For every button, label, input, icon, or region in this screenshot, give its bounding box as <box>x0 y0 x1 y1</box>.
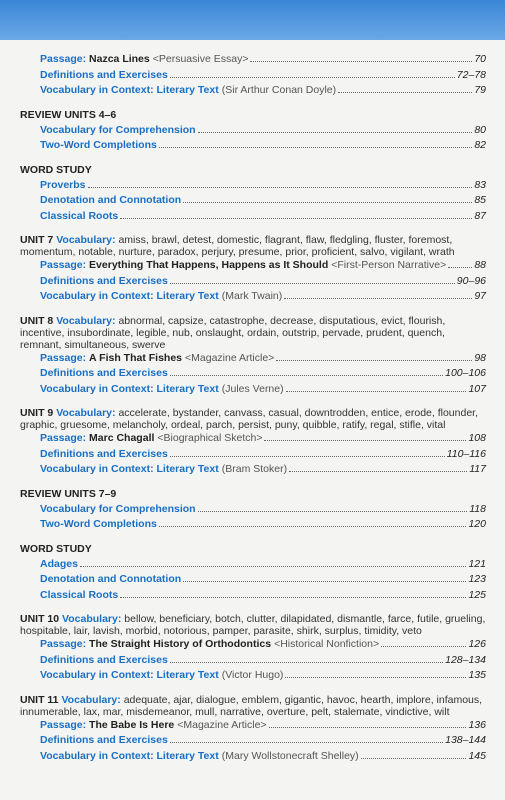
unit-vocabulary <box>20 694 486 718</box>
entry-link[interactable]: Two-Word Completions <box>40 139 157 151</box>
entry-link[interactable]: Two-Word Completions <box>40 518 157 530</box>
entry-link[interactable]: Vocabulary in Context: Literary Text <box>40 463 219 475</box>
toc-entry[interactable] <box>20 274 486 290</box>
unit-heading: UNIT 8 <box>20 314 54 327</box>
toc-section <box>20 407 486 478</box>
dot-leader <box>120 597 466 598</box>
page-number: 87 <box>474 209 486 222</box>
entry-link[interactable]: Vocabulary in Context: Literary Text <box>40 669 219 681</box>
toc-entry[interactable] <box>20 83 486 99</box>
page-number: 136 <box>468 718 486 731</box>
entry-link[interactable]: Vocabulary for Comprehension <box>40 502 196 515</box>
toc-entry[interactable] <box>20 572 486 588</box>
unit-heading: UNIT 9 <box>20 407 54 419</box>
entry-link[interactable]: Classical Roots <box>40 209 119 222</box>
dot-leader <box>338 92 472 93</box>
page-number: 98 <box>474 351 486 364</box>
dot-leader <box>170 283 455 284</box>
toc-section <box>20 694 486 765</box>
toc-section <box>20 52 486 99</box>
entry-link[interactable]: Vocabulary in Context: Literary Text <box>40 749 219 762</box>
toc-entry[interactable] <box>20 68 486 84</box>
entry-subtitle: (Mark Twain) <box>221 290 283 302</box>
dot-leader <box>159 147 472 148</box>
table-of-contents <box>20 52 486 764</box>
page-number: 79 <box>474 84 486 96</box>
page-number: 85 <box>474 194 486 206</box>
toc-entry[interactable] <box>20 502 486 518</box>
toc-entry[interactable] <box>20 517 486 533</box>
toc-entry[interactable] <box>20 351 486 367</box>
dot-leader <box>284 298 472 299</box>
dot-leader <box>170 662 443 663</box>
dot-leader <box>285 677 466 678</box>
toc-entry[interactable] <box>20 653 486 669</box>
dot-leader <box>250 61 472 62</box>
page-number: 121 <box>468 557 486 570</box>
page-number: 72–78 <box>456 68 486 81</box>
entry-link[interactable]: Definitions and Exercises <box>40 734 168 746</box>
page-number: 123 <box>468 573 486 585</box>
entry-link[interactable]: Denotation and Connotation <box>40 573 182 585</box>
entry-subtitle: <Historical Nonfiction> <box>274 638 380 650</box>
dot-leader <box>361 758 467 759</box>
entry-subtitle: <Biographical Sketch> <box>157 432 263 444</box>
entry-label: Passage: <box>40 259 87 271</box>
toc-entry[interactable] <box>20 749 486 765</box>
vocabulary-label: Vocabulary: <box>62 613 122 625</box>
entry-subtitle: <Persuasive Essay> <box>152 53 249 65</box>
vocabulary-words: adequate, ajar, dialogue, emblem, gigantic, havoc, hearth, implore, infamous, innumerable, lax, mar, misdemeanor, mull, narrative, overture, pelt, stalemate, vindictive, wilt <box>20 693 483 718</box>
dot-leader <box>183 581 466 582</box>
dot-leader <box>88 187 473 188</box>
page-number: 82 <box>474 139 486 151</box>
vocabulary-label: Vocabulary: <box>56 234 116 246</box>
entry-subtitle: (Jules Verne) <box>221 382 284 395</box>
dot-leader <box>170 77 455 78</box>
toc-entry[interactable] <box>20 668 486 684</box>
dot-leader <box>286 391 467 392</box>
page-number: 118 <box>469 502 486 515</box>
entry-link[interactable]: Definitions and Exercises <box>40 274 168 287</box>
entry-label: Passage: <box>40 638 87 650</box>
page-number: 90–96 <box>456 274 486 287</box>
dot-leader <box>170 456 445 457</box>
dot-leader <box>170 375 443 376</box>
section-heading: WORD STUDY <box>20 542 92 555</box>
unit-vocabulary <box>20 315 486 351</box>
dot-leader <box>159 526 467 527</box>
toc-entry[interactable] <box>20 637 486 653</box>
entry-link[interactable]: Definitions and Exercises <box>40 367 168 379</box>
unit-heading: UNIT 10 <box>20 613 60 625</box>
page-number: 135 <box>468 669 486 681</box>
vocabulary-words: abnormal, capsize, catastrophe, decrease, disputatious, evict, flourish, incentive, insubordinate, legible, nub, onslaught, ordain, outstrip, pervade, prudent, quench, remnant, simultaneous, swerve <box>20 314 446 351</box>
entry-title: The Babe Is Here <box>89 718 175 731</box>
dot-leader <box>289 471 467 472</box>
page-number: 120 <box>468 518 486 530</box>
unit-vocabulary <box>20 613 486 637</box>
toc-section <box>20 234 486 305</box>
entry-link[interactable]: Definitions and Exercises <box>40 68 168 81</box>
page-number: 100–106 <box>445 367 486 379</box>
entry-link[interactable]: Vocabulary in Context: Literary Text <box>40 290 219 302</box>
entry-link[interactable]: Adages <box>40 557 78 570</box>
toc-entry[interactable] <box>20 718 486 734</box>
toc-entry[interactable] <box>20 123 486 139</box>
section-heading: REVIEW UNITS 7–9 <box>20 487 117 500</box>
entry-label: Passage: <box>40 432 87 444</box>
page-number: 145 <box>468 749 486 762</box>
page-number: 97 <box>474 290 486 302</box>
page-number: 125 <box>468 588 486 601</box>
entry-title: The Straight History of Orthodontics <box>89 638 272 650</box>
dot-leader <box>183 202 472 203</box>
entry-label: Passage: <box>40 53 87 65</box>
toc-entry[interactable] <box>20 462 486 478</box>
entry-label: Passage: <box>40 718 87 731</box>
entry-title: Everything That Happens, Happens as It Should <box>89 259 329 271</box>
toc-section <box>20 315 486 398</box>
toc-entry[interactable] <box>20 431 486 447</box>
entry-link[interactable]: Vocabulary in Context: Literary Text <box>40 84 219 96</box>
entry-subtitle: (Mary Wollstonecraft Shelley) <box>221 749 359 762</box>
page-number: 83 <box>474 178 486 191</box>
entry-link[interactable]: Classical Roots <box>40 588 119 601</box>
entry-link[interactable]: Definitions and Exercises <box>40 447 168 460</box>
unit-heading: UNIT 11 <box>20 693 59 706</box>
vocabulary-words: bellow, beneficiary, botch, clutter, dilapidated, dismantle, farce, futile, grueling, hospitable, lair, lavish, morbid, notorious, pamper, parasite, shirk, surplus, timidity, veto <box>20 613 486 637</box>
toc-section <box>20 163 486 225</box>
entry-label: Passage: <box>40 351 87 364</box>
entry-subtitle: (Bram Stoker) <box>221 463 288 475</box>
entry-title: A Fish That Fishes <box>89 351 183 364</box>
dot-leader <box>80 566 467 567</box>
entry-subtitle: (Victor Hugo) <box>221 669 284 681</box>
toc-entry[interactable] <box>20 138 486 154</box>
dot-leader <box>120 218 472 219</box>
toc-section <box>20 613 486 684</box>
dot-leader <box>276 360 472 361</box>
vocabulary-label: Vocabulary: <box>61 693 121 706</box>
toc-entry[interactable] <box>20 733 486 749</box>
dot-leader <box>269 727 467 728</box>
toc-section <box>20 108 486 154</box>
toc-entry[interactable] <box>20 557 486 573</box>
toc-entry[interactable] <box>20 289 486 305</box>
entry-title: Nazca Lines <box>89 53 150 65</box>
page-number: 70 <box>474 53 486 65</box>
dot-leader <box>198 132 473 133</box>
dot-leader <box>448 267 472 268</box>
vocabulary-words: amiss, brawl, detest, domestic, flagrant, flaw, fledgling, fluster, foremost, momentum, notable, nurture, paradox, perjury, presume, prior, proficient, salvo, vigilant, wrath <box>20 234 455 258</box>
dot-leader <box>381 646 466 647</box>
toc-entry[interactable] <box>20 366 486 382</box>
entry-subtitle: <First-Person Narrative> <box>331 259 447 271</box>
page-number: 80 <box>474 123 486 136</box>
entry-subtitle: <Magazine Article> <box>177 718 267 731</box>
entry-link[interactable]: Vocabulary in Context: Literary Text <box>40 382 219 395</box>
unit-vocabulary <box>20 407 486 431</box>
toc-entry[interactable] <box>20 178 486 194</box>
toc-entry[interactable] <box>20 193 486 209</box>
dot-leader <box>170 742 443 743</box>
page-number: 126 <box>468 638 486 650</box>
entry-subtitle: (Sir Arthur Conan Doyle) <box>221 84 337 96</box>
page-number: 128–134 <box>445 653 486 666</box>
blue-header-band <box>0 0 505 40</box>
page-number: 117 <box>469 463 486 475</box>
toc-section <box>20 487 486 533</box>
section-heading: WORD STUDY <box>20 163 92 176</box>
entry-link[interactable]: Definitions and Exercises <box>40 653 168 666</box>
page-number: 138–144 <box>445 734 486 746</box>
unit-heading: UNIT 7 <box>20 234 54 246</box>
page-number: 108 <box>468 432 486 444</box>
page-number: 88 <box>474 259 486 271</box>
vocabulary-words: accelerate, bystander, canvass, casual, downtrodden, entice, erode, flounder, graphic, gruesome, melancholy, ordeal, parch, persist, puny, quibble, ratify, regal, stifle, vital <box>20 407 478 431</box>
dot-leader <box>264 440 466 441</box>
toc-entry[interactable] <box>20 447 486 463</box>
section-heading: REVIEW UNITS 4–6 <box>20 108 117 121</box>
page-number: 110–116 <box>446 447 486 460</box>
toc-entry[interactable] <box>20 588 486 604</box>
entry-link[interactable]: Vocabulary for Comprehension <box>40 123 196 136</box>
vocabulary-label: Vocabulary: <box>56 407 116 419</box>
entry-title: Marc Chagall <box>89 432 155 444</box>
toc-entry[interactable] <box>20 382 486 398</box>
unit-vocabulary <box>20 234 486 258</box>
toc-entry[interactable] <box>20 258 486 274</box>
vocabulary-label: Vocabulary: <box>56 314 116 327</box>
entry-subtitle: <Magazine Article> <box>185 351 275 364</box>
toc-entry[interactable] <box>20 209 486 225</box>
entry-link[interactable]: Proverbs <box>40 178 86 191</box>
toc-entry[interactable] <box>20 52 486 68</box>
entry-link[interactable]: Denotation and Connotation <box>40 194 182 206</box>
dot-leader <box>198 511 468 512</box>
toc-section <box>20 542 486 604</box>
page-number: 107 <box>468 382 486 395</box>
